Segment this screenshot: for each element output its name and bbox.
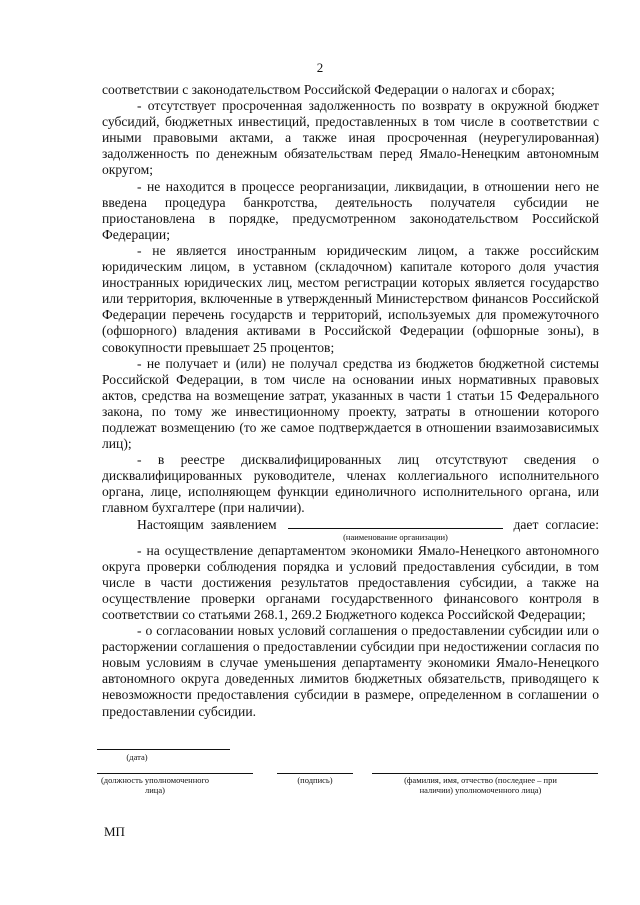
consent-suffix: дает согласие: — [513, 516, 599, 532]
paragraph-no-overdue-debt: - отсутствует просроченная задолженность по возврату в окружной бюджет субсидий, бюджетных инвестиций, предоставленных в том числе в соответствии с иными правовыми актами, а также иная просроченная (неурегулированная) задолженность по денежным обязательствам перед Ямало-Ненецким автономным округом; — [102, 98, 599, 178]
date-caption: (дата) — [126, 752, 148, 762]
position-line — [97, 773, 253, 774]
consent-item-inspection: - на осуществление департаментом экономики Ямало-Ненецкого автономного округа проверки соблюдения порядка и условий предоставления субсидии, в том числе в части достижения результатов предоставления субсидии, а также на осуществление проверки органами государственного финансового контроля в соответствии со статьями 268.1, 269.2 Бюджетного кодекса Российской Федерации; — [102, 542, 599, 622]
page-number: 2 — [316, 60, 324, 75]
consent-line — [102, 517, 599, 533]
position-caption: (должность уполномоченного лица) — [100, 775, 210, 795]
consent-item-new-conditions: - о согласовании новых условий соглашения о предоставлении субсидии или о расторжении соглашения о предоставлении субсидии при недостижении согласия по новым условиям в случае уменьшения департаменту экономики Ямало-Ненецкого автономного округа доведенных лимитов бюджетных обязательств, приводящего к невозможности предоставления субсидии в размере, определенном в соглашении о предоставлении субсидии. — [102, 623, 599, 719]
consent-prefix: Настоящим заявлением — [137, 516, 277, 532]
document-body — [102, 82, 599, 720]
paragraph-continuation: соответствии с законодательством Российской Федерации о налогах и сборах; — [102, 82, 555, 97]
date-line — [97, 749, 230, 750]
stamp-place-label: МП — [104, 824, 125, 839]
signature-caption: (подпись) — [297, 775, 333, 785]
paragraph-no-reorganization: - не находится в процессе реорганизации, ликвидации, в отношении него не введена процедура банкротства, деятельность получателя субсидии не приостановлена в порядке, предусмотренном законодательством Российской Федерации; — [102, 178, 599, 242]
paragraph-not-foreign-entity: - не является иностранным юридическим лицом, а также российским юридическим лицом, в уставном (складочном) капитале которого доля участия иностранных юридических лиц, местом регистрации которых является государство или территория, включенные в утвержденный Министерством финансов Российской Федерации перечень государств и территорий, используемых для промежуточного (офшорного) владения активами в Российской Федерации (офшорные зоны), в совокупности превышает 25 процентов; — [102, 242, 599, 355]
organization-name-caption: (наименование организации) — [343, 531, 448, 542]
full-name-line — [372, 773, 598, 774]
paragraph-no-budget-funds: - не получает и (или) не получал средства из бюджетов бюджетной системы Российской Федерации, в том числе на основании иных нормативных правовых актов, средства на возмещение затрат, указанных в части 1 статьи 15 Федерального закона, по тому же инвестиционному проекту, затраты в отношении которого подлежат возмещению (то же самое подтверждается в отношении взаимозависимых лиц); — [102, 355, 599, 452]
organization-name-blank — [288, 517, 503, 529]
paragraph-no-disqualified-persons: - в реестре дисквалифицированных лиц отсутствуют сведения о дисквалифицированных руководителе, членах коллегиального исполнительного органа, лице, исполняющем функции единоличного исполнительного органа, или главном бухгалтере (при наличии). — [102, 452, 599, 516]
full-name-caption: (фамилия, имя, отчество (последнее – при наличии) уполномоченного лица) — [404, 775, 557, 795]
signature-line — [277, 773, 353, 774]
